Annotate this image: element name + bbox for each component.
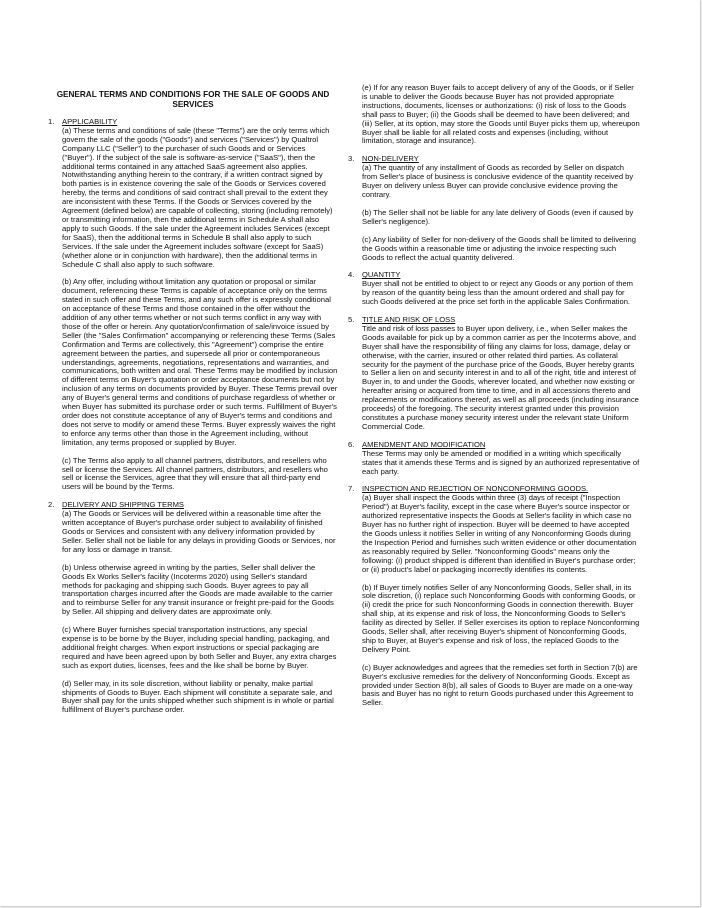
paragraph: (d) Seller may, in its sole discretion, without liability or penalty, make partial shipments of Goods to Buyer. Each shipment will constitute a separate sale, and Buyer shall pay for the units shipped whether such shipment is in whole or partial fulfillment of Buyer's purchase order. xyxy=(62,678,334,715)
section-heading: DELIVERY AND SHIPPING TERMS xyxy=(62,500,184,510)
right-column xyxy=(348,84,640,717)
paragraph: (c) Any liability of Seller for non-delivery of the Goods shall be limited to delivering the Goods within a reasonable time or adjusting the invoice respecting such Goods to reflect the actual quantity delivered. xyxy=(362,234,636,262)
section-quantity xyxy=(348,271,640,307)
section-number: 1. xyxy=(48,117,55,126)
paragraph: (b) Any offer, including without limitation any quotation or proposal or similar document, referencing these Terms is capable of acceptance only on the terms stated in such offer and these Terms, and any such offer is expressly conditional on acceptance of these Terms and those contained in the offer without the addition of any other terms whether or not such terms conflict in any way with those of the offer or herein. Any quotation/confirmation of sale/invoice issued by Seller (the "Sales Confirmation" accompanying or referencing these Terms (Sales Confirmation and Terms are collectively, this "Agreement") comprise the entire agreement between the parties, and supersede all prior or contemporaneous understandings, agreements, negotiations, representations and warranties, and communications, both written and oral. These Terms may be modified by inclusion of different terms on Buyer's quotation or order acceptance documents but not by inclusion of any terms on documents provided by Buyer. These Terms prevail over any of Buyer's general terms and conditions of purchase regardless of whether or when Buyer has submitted its purchase order or such terms. Fulfillment of Buyer's order does not constitute acceptance of any of Buyer's terms and conditions and does not serve to modify or amend these Terms. Buyer expressly waives the right to enforce any terms other than those in the Agreement including, without limitation, any terms proposed or supplied by Buyer. xyxy=(62,277,338,447)
paragraph: Buyer shall not be entitled to object to or reject any Goods or any portion of them by reason of the quantity being less than the amount ordered and shall pay for such Goods delivered at the price set forth in the applicable Sales Confirmation. xyxy=(362,279,633,307)
paragraph: (c) Buyer acknowledges and agrees that the remedies set forth in Section 7(b) are Buyer's exclusive remedies for the delivery of Nonconforming Goods. Except as provided under Section 8(b), all sales of Goods to Buyer are made on a one-way basis and Buyer has no right to return Goods purchased under this Agreement to Seller. xyxy=(362,662,638,708)
section-inspection xyxy=(348,485,640,708)
paragraph: (b) The Seller shall not be liable for any late delivery of Goods (even if caused by Seller's negligence). xyxy=(362,207,634,226)
section-heading: INSPECTION AND REJECTION OF NONCONFORMING GOODS. xyxy=(362,484,589,494)
paragraph: (b) Unless otherwise agreed in writing by the parties, Seller shall deliver the Goods Ex Works Seller's facility (Incoterms 2020) using Seller's standard methods for packaging and shipping such Goods. Buyer agrees to pay all transportation charges incurred after the Goods are made available to the carrier and to reimburse Seller for any transit insurance or freight pre-paid for the Goods by Seller. All shipping and delivery dates are approximate only. xyxy=(62,562,334,617)
paragraph: (e) If for any reason Buyer fails to accept delivery of any of the Goods, or if Seller is unable to deliver the Goods because Buyer has not provided appropriate instructions, documents, licenses or authorizations: (i) risk of loss to the Goods shall pass to Buyer; (ii) the Goods shall be deemed to have been delivered; and (iii) Seller, at its option, may store the Goods until Buyer picks them up, whereupon Buyer shall be liable for all related costs and expenses (including, without limitation, storage and insurance). xyxy=(362,83,640,146)
paragraph: Title and risk of loss passes to Buyer upon delivery, i.e., when Seller makes the Goods available for pick up by a common carrier as per the Incoterms above, and Buyer shall have the responsibility of filing any claims for loss, damage, delay or otherwise, with the carrier, insured or other related third parties. As collateral security for the payment of the purchase price of the Goods, Buyer hereby grants to Seller a lien on and security interest in and to all of the right, title and interest of Buyer in, to and under the Goods, wherever located, and whether now existing or hereafter arising or acquired from time to time, and in all accessions thereto and replacements or modifications thereof, as well as all proceeds (including insurance proceeds) of the foregoing. The security interest granted under this provision constitutes a purchase money security interest under the relevant state Uniform Commercial Code. xyxy=(362,323,639,431)
section-number: 4. xyxy=(348,270,355,280)
paragraph: (c) The Terms also apply to all channel partners, distributors, and resellers who sell or license the Services. All channel partners, distributors, and resellers who sell or license the Services, agree that they will ensure that all third-party end users will be bound by the Terms. xyxy=(62,455,328,492)
paragraph: (a) These terms and conditions of sale (these "Terms") are the only terms which govern the sale of the goods ("Goods") and services ("Services") by Qualtrol Company LLC ("Seller") to the purchaser of such Goods and or Services ("Buyer"). If the subject of the sale is software-as-service ("SaaS"), then the additional terms contained in any attached SaaS agreement also applies. Notwithstanding anything herein to the contrary, if a written contract signed by both parties is in existence covering the sale of the Goods or Services covered hereby, the terms and conditions of said contract shall prevail to the extent they are inconsistent with these Terms. If the Goods or Services covered by the Agreement (defined below) are capable of collecting, storing (including remotely) or transmitting information, then the additional terms in Schedule A shall also apply to such Goods. If the sale under the Agreement includes Services (except for SaaS), then the additional terms in Schedule B shall also apply to such Services. If the sale under the Agreement includes software (except for SaaS) (whether alone or in conjunction with hardware), then the additional terms in Schedule C shall also apply to such software. xyxy=(62,125,333,269)
paragraph: (a) Buyer shall inspect the Goods within three (3) days of receipt ("Inspection Period") at Buyer's facility, except in the case where Buyer's source inspector or authorized representative inspects the Goods at Seller's facility in which case no Buyer has no further right of inspection. Buyer will be deemed to have accepted the Goods unless it notifies Seller in writing of any Nonconforming Goods during the Inspection Period and furnishes such written evidence or other documentation as reasonably required by Seller. "Nonconforming Goods" means only the following: (i) product shipped is different than identified in Buyer's purchase order; or (ii) product's label or packaging incorrectly identifies its contents. xyxy=(362,493,637,574)
document-title: GENERAL TERMS AND CONDITIONS FOR THE SALE OF GOODS AND SERVICES xyxy=(56,90,330,109)
paragraph: These Terms may only be amended or modified in a writing which specifically states that it amends these Terms and is signed by an authorized representative of each party. xyxy=(362,448,640,476)
paragraph: (b) If Buyer timely notifies Seller of any Nonconforming Goods, Seller shall, in its sole discretion, (i) replace such Nonconforming Goods with conforming Goods, or (ii) credit the price for such Nonconforming Goods in connection therewith. Buyer shall ship, at its expense and risk of loss, the Nonconforming Goods to Seller's facility as directed by Seller. If Seller exercises its option to replace Nonconforming Goods, Seller shall, after receiving Buyer's shipment of Nonconforming Goods, ship to Buyer, at Buyer's expense and risk of loss, the replaced Goods to the Delivery Point. xyxy=(362,582,640,654)
paragraph: (a) The quantity of any installment of Goods as recorded by Seller on dispatch from Seller's place of business is conclusive evidence of the quantity received by Buyer on delivery unless Buyer can provide conclusive evidence proving the contrary. xyxy=(362,163,634,199)
section-number: 2. xyxy=(48,500,55,510)
section-number: 3. xyxy=(348,154,355,164)
section-number: 5. xyxy=(348,315,355,325)
section-delivery xyxy=(48,501,338,715)
section-heading: QUANTITY xyxy=(362,270,401,280)
section-heading: APPLICABILITY xyxy=(62,117,118,126)
section-number: 6. xyxy=(348,439,355,449)
section-heading: AMENDMENT AND MODIFICATION xyxy=(362,439,486,449)
section-applicability xyxy=(48,118,338,492)
paragraph: (a) The Goods or Services will be delivered within a reasonable time after the written acceptance of Buyer's purchase order subject to availability of finished Goods or Services and consistent with any delivery information provided by Seller. Seller shall not be liable for any delays in providing Goods or Services, nor for any loss or damage in transit. xyxy=(62,509,336,554)
section-title-risk xyxy=(348,316,640,432)
section-amendment xyxy=(348,441,640,477)
paragraph: (c) Where Buyer furnishes special transportation instructions, any special expense is to be borne by the Buyer, including special handling, packaging, and additional freight charges. When export instructions or special packaging are required and have been agreed upon by both Seller and Buyer, any extra charges such as export duties, licenses, fees and the like shall be borne by Buyer. xyxy=(62,625,337,670)
section-heading: NON-DELIVERY xyxy=(362,154,419,164)
section-heading: TITLE AND RISK OF LOSS xyxy=(362,315,456,325)
section-non-delivery xyxy=(348,155,640,262)
left-column xyxy=(48,118,338,724)
section-number: 7. xyxy=(348,484,355,494)
